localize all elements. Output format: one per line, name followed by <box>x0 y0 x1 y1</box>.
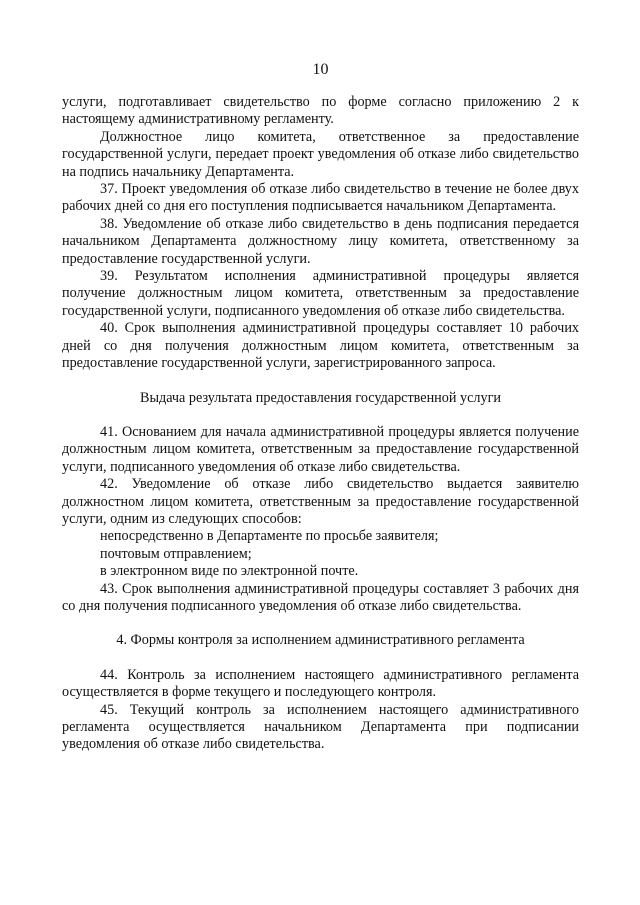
paragraph-official-transfer: Должностное лицо комитета, ответственное за предоставление государственной услуги, передает проект уведомления об отказе либо свидетельство на подпись начальнику Департамента. <box>62 128 579 180</box>
paragraph-37: 37. Проект уведомления об отказе либо свидетельство в течение не более двух рабочих дней со дня его поступления подписывается начальником Департамента. <box>62 181 579 215</box>
paragraph-45: 45. Текущий контроль за исполнением настоящего административного регламента осуществляется начальником Департамента при подписании уведомления об отказе либо свидетельства. <box>62 701 579 753</box>
document-page <box>62 60 579 754</box>
paragraph-44: 44. Контроль за исполнением настоящего административного регламента осуществляется в форме текущего и последующего контроля. <box>62 666 579 701</box>
list-item-delivery-method: непосредственно в Департаменте по просьбе заявителя; <box>100 528 439 545</box>
section-heading-result-delivery: Выдача результата предоставления государственной услуги <box>139 389 501 406</box>
list-item-delivery-method: почтовым отправлением; <box>100 545 252 562</box>
paragraph-38: 38. Уведомление об отказе либо свидетельство в день подписания передается начальником Департамента должностному лицу комитета, ответственному за предоставление государственной услуги. <box>62 215 579 267</box>
paragraph-41: 41. Основанием для начала административной процедуры является получение должностным лицом комитета, ответственным за предоставление государственной услуги, подписанного уведомления об отказе либо свидетельства. <box>62 423 579 475</box>
paragraph-continuation: услуги, подготавливает свидетельство по форме согласно приложению 2 к настоящему административному регламенту. <box>62 94 579 128</box>
paragraph-40: 40. Срок выполнения административной процедуры составляет 10 рабочих дней со дня получения должностным лицом комитета, ответственным за предоставление государственной услуги, зарегистрированного запроса. <box>62 320 579 372</box>
paragraph-43: 43. Срок выполнения административной процедуры составляет 3 рабочих дня со дня получения подписанного уведомления об отказе либо свидетельства. <box>62 580 579 614</box>
list-item-delivery-method: в электронном виде по электронной почте. <box>100 563 359 580</box>
paragraph-42: 42. Уведомление об отказе либо свидетельство выдается заявителю должностном лицом комитета, ответственным за предоставление государственной услуги, одним из следующих способов: <box>62 476 579 527</box>
paragraph-39: 39. Результатом исполнения административной процедуры является получение должностным лицом комитета, ответственным за предоставление государственной услуги, подписанного уведомления об отказе либо свидетельства. <box>62 268 579 319</box>
page-number: 10 <box>312 61 329 78</box>
section-heading-control-forms: 4. Формы контроля за исполнением административного регламента <box>116 632 525 649</box>
